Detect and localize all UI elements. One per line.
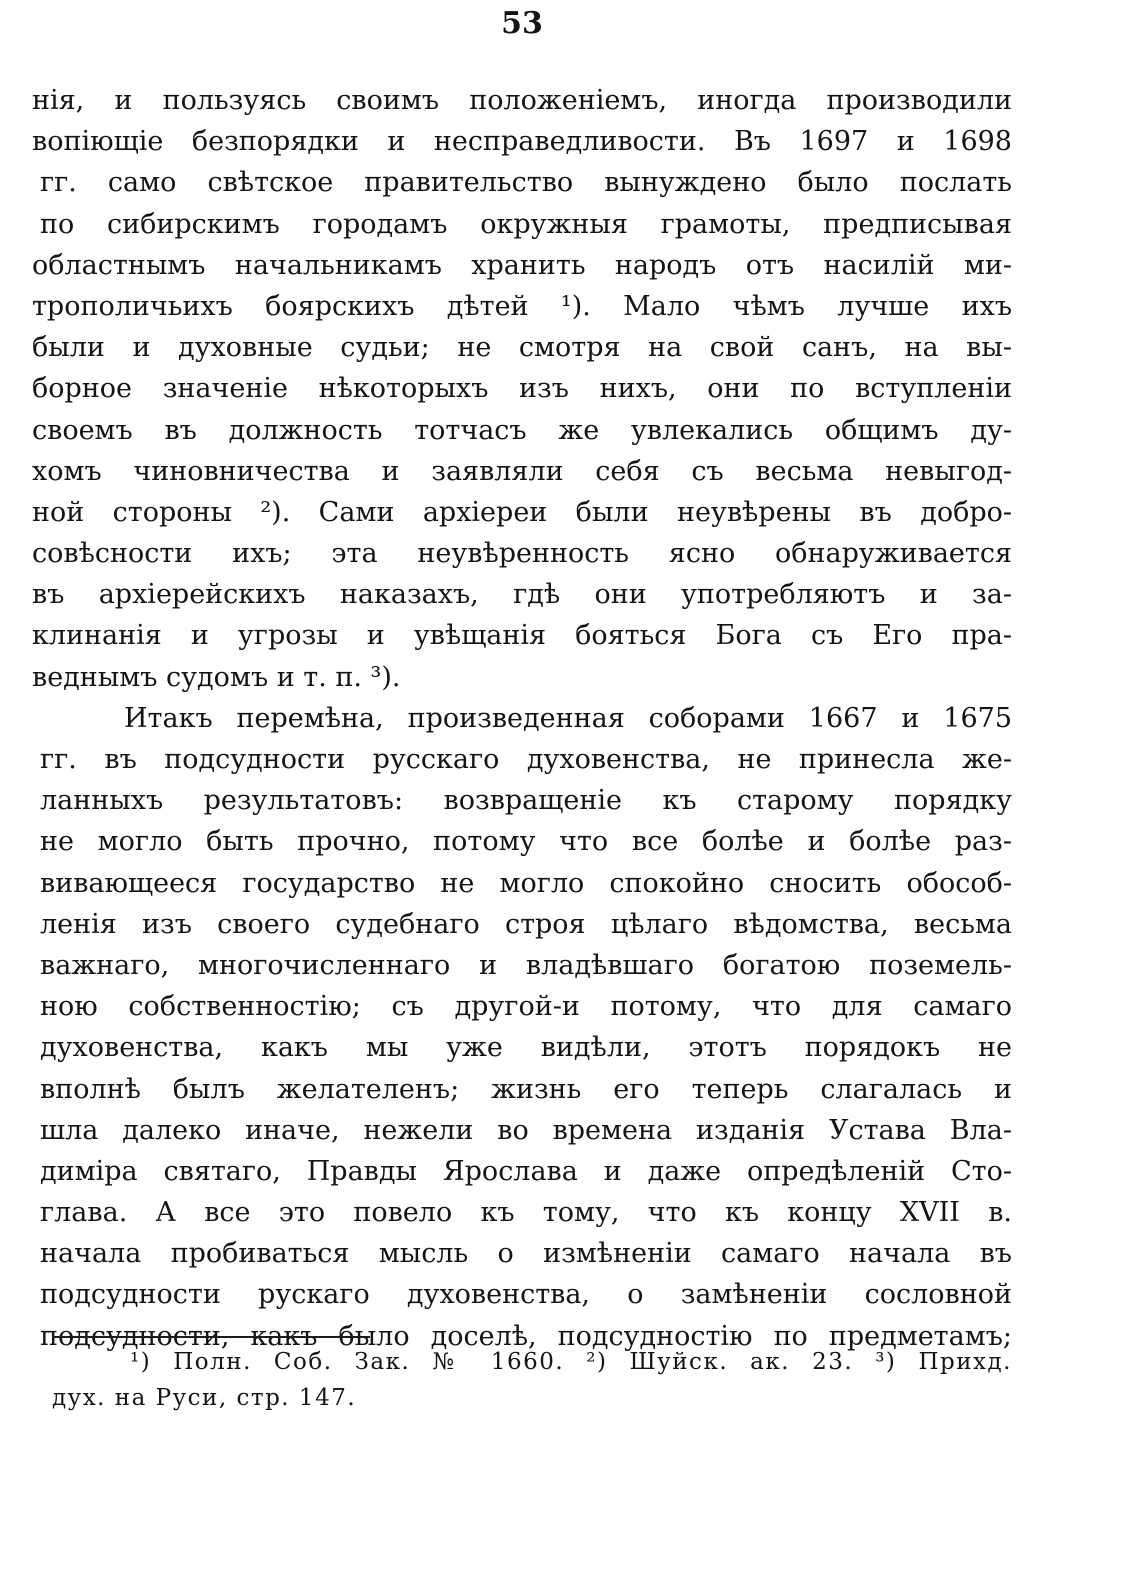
paragraph-start-line: Итакъ перемѣна, произведенная соборами 1667 и 1675 [124, 702, 1012, 734]
text-line: трополичьихъ боярскихъ дѣтей ¹). Мало чѣмъ лучше ихъ [32, 290, 1012, 322]
page-number: 53 [501, 6, 543, 41]
text-line: вопіющіе безпорядки и несправедливости. Въ 1697 и 1698 [32, 126, 1012, 158]
text-line: духовенства, какъ мы уже видѣли, этотъ порядокъ не [40, 1032, 1012, 1064]
footnote-line: дух. на Руси, стр. 147. [52, 1385, 357, 1411]
text-line: гг. въ подсудности русскаго духовенства, не принесла же- [40, 744, 1012, 775]
text-line: не могло быть прочно, потому что все болѣе и болѣе раз- [40, 826, 1012, 858]
text-line: гг. само свѣтское правительство вынуждено было послать [40, 167, 1012, 199]
text-line: областнымъ начальникамъ хранить народъ отъ насилій ми- [32, 249, 1012, 281]
text-line: ленія изъ своего судебнаго строя цѣлаго вѣдомства, весьма [40, 908, 1012, 940]
text-line: вивающееся государство не могло спокойно сносить обособ- [40, 867, 1012, 899]
text-line: клинанія и угрозы и увѣщанія бояться Бога съ Его пра- [32, 620, 1012, 652]
text-line: шла далеко иначе, нежели во времена изданія Устава Вла- [40, 1114, 1012, 1146]
text-line: диміра святаго, Правды Ярослава и даже опредѣленій Сто- [40, 1155, 1012, 1187]
text-line: начала пробиваться мысль о измѣненіи самаго начала въ [40, 1238, 1012, 1270]
text-line: глава. А все это повело къ тому, что къ концу XVII в. [40, 1197, 1012, 1229]
text-line: своемъ въ должность тотчасъ же увлекались общимъ ду- [32, 414, 1012, 446]
text-line: подсудности, какъ было доселѣ, подсудностію по предметамъ; [40, 1320, 1012, 1352]
footnotes [52, 1344, 1012, 1416]
text-line: ной стороны ²). Сами архіереи были неувѣрены въ добро- [32, 496, 1012, 528]
footnote-divider [52, 1336, 370, 1338]
text-line: ланныхъ результатовъ: возвращеніе къ старому порядку [40, 785, 1012, 817]
text-line: борное значеніе нѣкоторыхъ изъ нихъ, они по вступленіи [32, 373, 1012, 405]
text-line: были и духовные судьи; не смотря на свой санъ, на вы- [32, 332, 1012, 364]
text-line: хомъ чиновничества и заявляли себя съ весьма невыгод- [32, 455, 1012, 487]
text-line: вполнѣ былъ желателенъ; жизнь его теперь слагалась и [40, 1073, 1012, 1105]
text-line: нія, и пользуясь своимъ положеніемъ, иногда производили [32, 85, 1012, 116]
text-line: совѣсности ихъ; эта неувѣренность ясно обнаруживается [32, 538, 1012, 570]
text-line: ною собственностію; съ другой-и потому, что для самаго [40, 991, 1012, 1023]
body-text [32, 80, 1012, 1357]
text-line: важнаго, многочисленнаго и владѣвшаго богатою поземель- [40, 949, 1012, 981]
text-line: подсудности рускаго духовенства, о замѣненіи сословной [40, 1279, 1012, 1311]
text-line: по сибирскимъ городамъ окружныя грамоты, предписывая [40, 208, 1012, 240]
footnote-line: ¹) Полн. Соб. Зак. № 1660. ²) Шуйск. ак. 23. ³) Прихд. [130, 1349, 1012, 1375]
text-line: веднымъ судомъ и т. п. ³). [32, 661, 401, 693]
text-line: въ архіерейскихъ наказахъ, гдѣ они употребляютъ и за- [32, 579, 1012, 611]
